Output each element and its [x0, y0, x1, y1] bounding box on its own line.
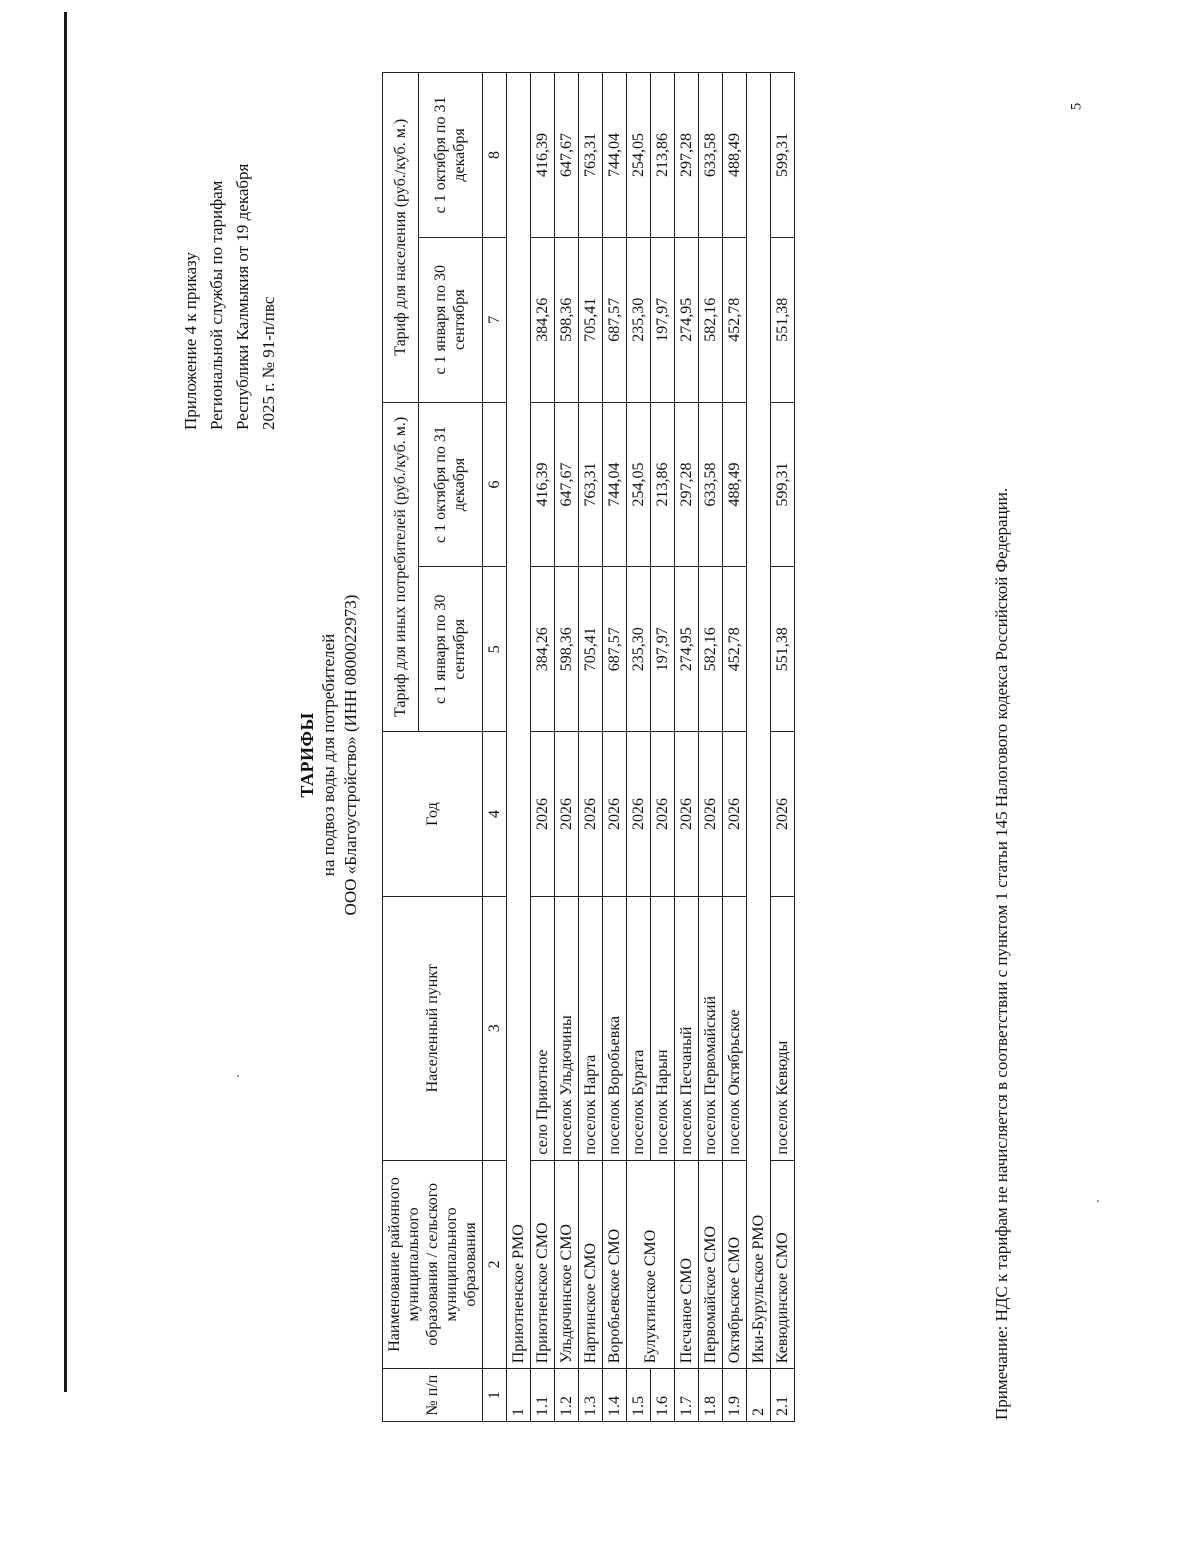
tariff-other-period-1: 274,95	[675, 567, 699, 732]
table-row	[771, 73, 795, 1422]
row-number: 1.3	[579, 1369, 603, 1422]
header-settlement: Населенный пункт	[383, 896, 483, 1160]
row-number: 2.1	[771, 1369, 795, 1422]
settlement-name: село Приютное	[531, 896, 555, 1160]
year-cell: 2026	[627, 732, 651, 897]
appendix-line: 2025 г. № 91-п/пвс	[259, 296, 278, 430]
header-period-1: с 1 января по 30 сентября	[418, 567, 482, 732]
settlement-name: поселок Октябрьское	[723, 896, 747, 1160]
municipality-name: Воробьевское СМО	[603, 1160, 627, 1369]
municipality-name: Кевюдинское СМО	[771, 1160, 795, 1369]
table-body	[507, 73, 795, 1422]
tariff-population-period-2: 488,49	[723, 73, 747, 238]
row-number: 1.1	[531, 1369, 555, 1422]
tariff-other-period-1: 197,97	[651, 567, 675, 732]
table-row	[579, 73, 603, 1422]
municipality-name: Октябрьское СМО	[723, 1160, 747, 1369]
tariff-population-period-1: 598,36	[555, 237, 579, 402]
column-number: 5	[483, 567, 507, 732]
tariff-other-period-2: 416,39	[531, 402, 555, 567]
column-number: 2	[483, 1160, 507, 1369]
row-number: 1.7	[675, 1369, 699, 1422]
page-number: 5	[1067, 102, 1084, 111]
settlement-name: поселок Кевюды	[771, 896, 795, 1160]
tariff-other-period-1: 598,36	[555, 567, 579, 732]
scan-speck	[1097, 1200, 1099, 1202]
appendix-block	[178, 110, 282, 430]
year-cell: 2026	[555, 732, 579, 897]
tariff-other-period-2: 744,04	[603, 402, 627, 567]
tariff-population-period-2: 633,58	[699, 73, 723, 238]
column-number: 6	[483, 402, 507, 567]
tariff-other-period-2: 213,86	[651, 402, 675, 567]
row-number: 1.4	[603, 1369, 627, 1422]
tariff-population-period-2: 213,86	[651, 73, 675, 238]
column-number: 3	[483, 896, 507, 1160]
table-row	[555, 73, 579, 1422]
table-row	[531, 73, 555, 1422]
tariff-other-period-2: 633,58	[699, 402, 723, 567]
tariff-population-period-1: 551,38	[771, 237, 795, 402]
row-number: 1.9	[723, 1369, 747, 1422]
rotated-page	[170, 80, 1030, 1430]
tariff-other-period-2: 254,05	[627, 402, 651, 567]
document-title	[296, 80, 362, 1430]
tariff-population-period-1: 384,26	[531, 237, 555, 402]
settlement-name: поселок Бурата	[627, 896, 651, 1160]
appendix-line: Приложение 4 к приказу	[181, 252, 200, 430]
year-cell: 2026	[675, 732, 699, 897]
tariff-population-period-1: 274,95	[675, 237, 699, 402]
tariff-population-period-1: 235,30	[627, 237, 651, 402]
scan-border	[64, 12, 67, 1392]
table-row	[723, 73, 747, 1422]
year-cell: 2026	[531, 732, 555, 897]
tariff-other-period-1: 235,30	[627, 567, 651, 732]
settlement-name: поселок Ульдючины	[555, 896, 579, 1160]
tariff-population-period-2: 763,31	[579, 73, 603, 238]
header-name: Наименование районного муниципального образования / сельского муниципального образования	[383, 1160, 483, 1369]
row-number: 1.2	[555, 1369, 579, 1422]
column-number: 1	[483, 1369, 507, 1422]
municipality-name: Нартинское СМО	[579, 1160, 603, 1369]
row-number: 1.5	[627, 1369, 651, 1422]
row-number: 1	[507, 1369, 531, 1422]
column-number-row	[483, 73, 507, 1422]
tariff-population-period-1: 582,16	[699, 237, 723, 402]
table-row	[675, 73, 699, 1422]
district-name: Приютненское РМО	[507, 73, 531, 1369]
header-other-group: Тариф для иных потребителей (руб./куб. м.)	[383, 402, 419, 732]
tariff-other-period-2: 763,31	[579, 402, 603, 567]
settlement-name: поселок Песчаный	[675, 896, 699, 1160]
table-row	[507, 73, 531, 1422]
year-cell: 2026	[603, 732, 627, 897]
year-cell: 2026	[579, 732, 603, 897]
municipality-name: Ульдючинское СМО	[555, 1160, 579, 1369]
title-line: ООО «Благоустройство» (ИНН 0800022973)	[341, 594, 360, 916]
tariff-other-period-1: 687,57	[603, 567, 627, 732]
footnote: Примечание: НДС к тарифам не начисляется в соответствии с пунктом 1 статьи 145 Налогового кодекса Российской Федерации.	[992, 487, 1011, 1420]
table-row	[747, 73, 771, 1422]
municipality-name: Приютненское СМО	[531, 1160, 555, 1369]
appendix-line: Региональной службы по тарифам	[207, 180, 226, 430]
title-heading: ТАРИФЫ	[297, 712, 317, 798]
municipality-name: Булуктинское СМО	[627, 1160, 675, 1369]
appendix-line: Республики Калмыкия от 19 декабря	[233, 163, 252, 430]
municipality-name: Песчаное СМО	[675, 1160, 699, 1369]
municipality-name: Первомайское СМО	[699, 1160, 723, 1369]
tariff-other-period-1: 705,41	[579, 567, 603, 732]
row-number: 2	[747, 1369, 771, 1422]
tariff-other-period-2: 297,28	[675, 402, 699, 567]
year-cell: 2026	[723, 732, 747, 897]
table-row	[603, 73, 627, 1422]
year-cell: 2026	[651, 732, 675, 897]
tariff-other-period-1: 551,38	[771, 567, 795, 732]
header-num: № п/п	[383, 1369, 483, 1422]
settlement-name: поселок Воробьевка	[603, 896, 627, 1160]
tariff-population-period-2: 254,05	[627, 73, 651, 238]
row-number: 1.6	[651, 1369, 675, 1422]
settlement-name: поселок Первомайский	[699, 896, 723, 1160]
header-pop-group: Тариф для населения (руб./куб. м.)	[383, 73, 419, 403]
tariff-other-period-2: 488,49	[723, 402, 747, 567]
column-number: 8	[483, 73, 507, 238]
header-period-2: с 1 октября по 31 декабря	[418, 73, 482, 238]
tariff-population-period-1: 452,78	[723, 237, 747, 402]
year-cell: 2026	[699, 732, 723, 897]
tariff-population-period-1: 197,97	[651, 237, 675, 402]
tariff-other-period-1: 582,16	[699, 567, 723, 732]
tariff-population-period-2: 744,04	[603, 73, 627, 238]
table-row	[627, 73, 651, 1422]
tariff-population-period-1: 687,57	[603, 237, 627, 402]
district-name: Ики-Бурульское РМО	[747, 73, 771, 1369]
settlement-name: поселок Нарта	[579, 896, 603, 1160]
tariff-other-period-1: 452,78	[723, 567, 747, 732]
table-row	[699, 73, 723, 1422]
tariff-other-period-2: 599,31	[771, 402, 795, 567]
column-number: 4	[483, 732, 507, 897]
tariff-population-period-2: 599,31	[771, 73, 795, 238]
tariff-table	[382, 72, 795, 1422]
tariff-other-period-1: 384,26	[531, 567, 555, 732]
header-period-2: с 1 октября по 31 декабря	[418, 402, 482, 567]
column-number: 7	[483, 237, 507, 402]
year-cell: 2026	[771, 732, 795, 897]
tariff-population-period-2: 416,39	[531, 73, 555, 238]
tariff-population-period-1: 705,41	[579, 237, 603, 402]
tariff-other-period-2: 647,67	[555, 402, 579, 567]
header-period-1: с 1 января по 30 сентября	[418, 237, 482, 402]
settlement-name: поселок Нарын	[651, 896, 675, 1160]
tariff-population-period-2: 297,28	[675, 73, 699, 238]
row-number: 1.8	[699, 1369, 723, 1422]
tariff-population-period-2: 647,67	[555, 73, 579, 238]
header-year: Год	[383, 732, 483, 897]
title-line: на подвоз воды для потребителей	[319, 633, 338, 877]
